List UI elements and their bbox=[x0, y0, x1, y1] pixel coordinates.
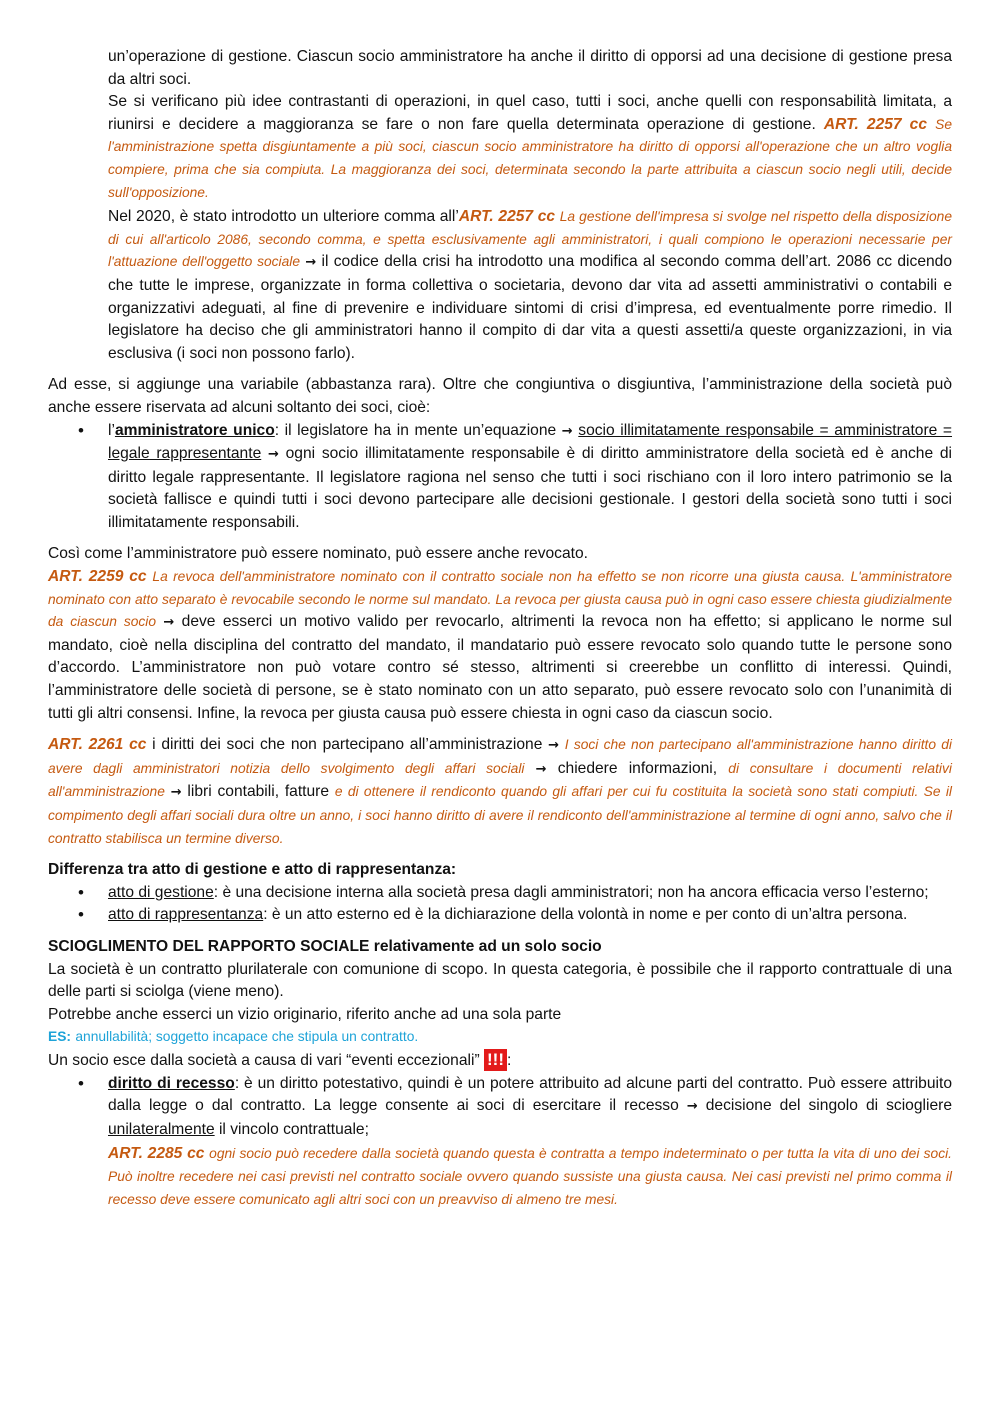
paragraph-contratto bbox=[48, 959, 952, 1004]
arrow-icon: → bbox=[163, 615, 175, 631]
text: Se si verificano più idee contrastanti di operazioni, in quel caso, tutti i soci, anche quelli con responsabilità limitata, a riunirsi e decidere a maggioranza se fare o non fare quella determinata operazione di gestione. bbox=[108, 93, 952, 133]
paragraph-art-2259 bbox=[48, 566, 952, 725]
arrow-icon: → bbox=[170, 785, 182, 801]
text: il vincolo contrattuale; bbox=[218, 1120, 369, 1138]
text: libri contabili, fatture bbox=[187, 783, 330, 801]
paragraph-opposition bbox=[48, 46, 952, 91]
article-quote: Se l'amministrazione spetta disgiuntamente a più soci, ciascun socio amministratore ha diritto di opporsi all'operazione che un altro voglia compiere, prima che sia compiuta. La maggioranza dei soci, determinata secondo la parte attribuita a ciascun socio negli utili, decide sull'opposizione. bbox=[108, 116, 953, 200]
paragraph-revoca bbox=[48, 543, 952, 566]
heading-scioglimento bbox=[48, 936, 952, 959]
paragraph-2020-amendment bbox=[48, 206, 952, 365]
example-label: ES: bbox=[48, 1029, 71, 1045]
list-item bbox=[108, 1073, 952, 1212]
arrow-icon: → bbox=[267, 447, 279, 463]
term: amministratore unico bbox=[114, 421, 275, 439]
paragraph-eventi bbox=[48, 1049, 952, 1073]
text: un’operazione di gestione. Ciascun socio amministratore ha anche il diritto di opporsi ad una decisione di gestione presa da altri soci. bbox=[108, 48, 952, 88]
article-quote: I soci che non partecipano all'amministrazione hanno diritto di avere dagli amministratori notizia dello svolgimento degli affari sociali bbox=[48, 737, 952, 776]
text: chiedere informazioni, bbox=[557, 759, 718, 777]
list-item bbox=[108, 882, 952, 905]
paragraph-example bbox=[48, 1026, 952, 1049]
article-quote: e di ottenere il rendiconto quando gli affari per cui fu costituita la società sono stati compiuti. Se il compimento degli affari sociali dura oltre un anno, i soci hanno diritto di avere il rendiconto dell'amministrazione al termine di ogni anno, salvo che il contratto stabilisca un termine diverso. bbox=[48, 784, 952, 846]
text: i diritti dei soci che non partecipano all’amministrazione bbox=[152, 736, 543, 754]
heading-text: Differenza tra atto di gestione e atto di rappresentanza: bbox=[48, 861, 457, 879]
underlined-word: unilateralmente bbox=[108, 1120, 215, 1138]
arrow-icon: → bbox=[305, 255, 317, 271]
text: Un socio esce dalla società a causa di vari “eventi eccezionali” bbox=[48, 1051, 480, 1069]
text: l’ bbox=[108, 421, 115, 439]
article-quote: di consultare i documenti relativi all'amministrazione bbox=[48, 760, 952, 800]
text: deve esserci un motivo valido per revocarlo, altrimenti la revoca non ha effetto; si applicano le norme sul mandato, cioè nella disciplina del contratto del mandato, il mandatario può essere revocato solo quando tutte le persone sono d’accordo. L’amministratore non può votare contro sé stesso, altrimenti si creerebbe un conflitto di interessi. Quindi, l’amministratore delle società di persone, se è stato nominato con un atto separato, può essere revocato solo con l’unanimità di tutti gli altri consensi. Infine, la revoca per giusta causa può essere chiesta in ogni caso da ciascun socio. bbox=[48, 613, 952, 722]
list-admin-unico bbox=[48, 420, 952, 535]
text: ogni socio illimitatamente responsabile è di diritto amministratore della società ed è anche di diritto legale rappresentante. Il legislatore ragiona nel senso che tutti i soci rischiano con il loro intero patrimonio se la società fallisce e quindi tutti i soci devono partecipare alle decisioni gestionale. I gestori della società sono tutti i soci illimitatamente responsabili. bbox=[108, 445, 952, 531]
heading-text: SCIOGLIMENTO DEL RAPPORTO SOCIALE relativamente ad un solo socio bbox=[48, 937, 602, 955]
article-ref: ART. 2257 cc bbox=[458, 208, 556, 226]
alert-badge: !!! bbox=[484, 1049, 507, 1071]
text: : è un atto esterno ed è la dichiarazione della volontà in nome e per conto di un’altra persona. bbox=[263, 906, 908, 924]
arrow-icon: → bbox=[535, 761, 547, 777]
article-ref: ART. 2261 cc bbox=[48, 736, 147, 754]
text: : il legislatore ha in mente un’equazione bbox=[274, 421, 557, 439]
article-ref: ART. 2257 cc bbox=[823, 115, 928, 133]
list-item bbox=[108, 420, 952, 535]
list-item bbox=[108, 904, 952, 927]
paragraph-art-2261 bbox=[48, 734, 952, 850]
text: : è una decisione interna alla società presa dagli amministratori; non ha ancora efficacia verso l’esterno; bbox=[213, 883, 929, 901]
equation: socio illimitatamente responsabile = amministratore = legale rappresentante bbox=[108, 421, 953, 463]
text: Potrebbe anche esserci un vizio originario, riferito anche ad una sola parte bbox=[48, 1005, 562, 1023]
article-ref: ART. 2259 cc bbox=[48, 568, 147, 586]
term: atto di gestione bbox=[108, 883, 214, 901]
article-quote: La gestione dell'impresa si svolge nel rispetto della disposizione di cui all'articolo 2086, secondo comma, e spetta esclusivamente agli amministratori, i quali compiono le operazioni necessarie per l'attuazione dell'oggetto sociale bbox=[108, 209, 953, 270]
text: il codice della crisi ha introdotto una modifica al secondo comma dell’art. 2086 cc dicendo che tutte le imprese, organizzate in forma collettiva o societaria, devono dar vita ad assetti amministrativi o contabili e organizzativi adeguati, al fine di prevenire e individuare sintomi di crisi d’impresa, ed eventualmente porre rimedio. Il legislatore ha deciso che gli amministratori hanno il compito di dar vita a questi assetti/a queste organizzazioni, in via esclusiva (i soci non possono farlo). bbox=[108, 253, 953, 362]
list-atti bbox=[48, 882, 952, 927]
text: Nel 2020, è stato introdotto un ulteriore comma all’ bbox=[108, 208, 459, 226]
arrow-icon: → bbox=[548, 738, 560, 754]
paragraph-majority bbox=[48, 91, 952, 204]
text: Così come l’amministratore può essere nominato, può essere anche revocato. bbox=[48, 545, 588, 563]
text: : è un diritto potestativo, quindi è un potere attribuito ad alcune parti del contratto. Può essere attribuito dalla legge o dal contratto. La legge consente ai soci di esercitare il recesso bbox=[108, 1074, 952, 1115]
text: La società è un contratto plurilaterale con comunione di scopo. In questa categoria, è possibile che il rapporto contrattuale di una delle parti si sciolga (viene meno). bbox=[48, 960, 952, 1001]
heading-differenza bbox=[48, 859, 952, 882]
paragraph-variable bbox=[48, 374, 952, 419]
article-block bbox=[108, 1143, 952, 1211]
article-quote: La revoca dell'amministratore nominato con il contratto sociale non ha effetto se non ricorre una giusta causa. L'amministratore nominato con atto separato è revocabile secondo le norme sul mandato. La revoca per giusta causa può in ogni caso essere chiesta giudizialmente da ciascun socio bbox=[48, 569, 953, 630]
term: diritto di recesso bbox=[108, 1074, 235, 1092]
term: atto di rappresentanza bbox=[108, 906, 264, 924]
paragraph-vizio bbox=[48, 1004, 952, 1027]
text: Ad esse, si aggiunge una variabile (abbastanza rara). Oltre che congiuntiva o disgiuntiva, l’amministrazione della società può anche essere riservata ad alcuni soltanto dei soci, cioè: bbox=[48, 376, 952, 416]
arrow-icon: → bbox=[686, 1099, 698, 1115]
example-text: annullabilità; soggetto incapace che stipula un contratto. bbox=[75, 1029, 419, 1045]
text: decisione del singolo di sciogliere bbox=[705, 1097, 952, 1115]
arrow-icon: → bbox=[561, 423, 573, 439]
text: : bbox=[506, 1051, 512, 1069]
article-ref: ART. 2285 cc bbox=[108, 1145, 205, 1163]
list-recesso bbox=[48, 1073, 952, 1212]
article-quote: ogni socio può recedere dalla società quando questa è contratta a tempo indeterminato o per tutta la vita di uno dei soci. Può inoltre recedere nei casi previsti nel contratto sociale ovvero quando sussiste una giusta causa. Nei casi previsti nel primo comma il recesso deve essere comunicato agli altri soci con un preavviso di almeno tre mesi. bbox=[108, 1146, 952, 1207]
